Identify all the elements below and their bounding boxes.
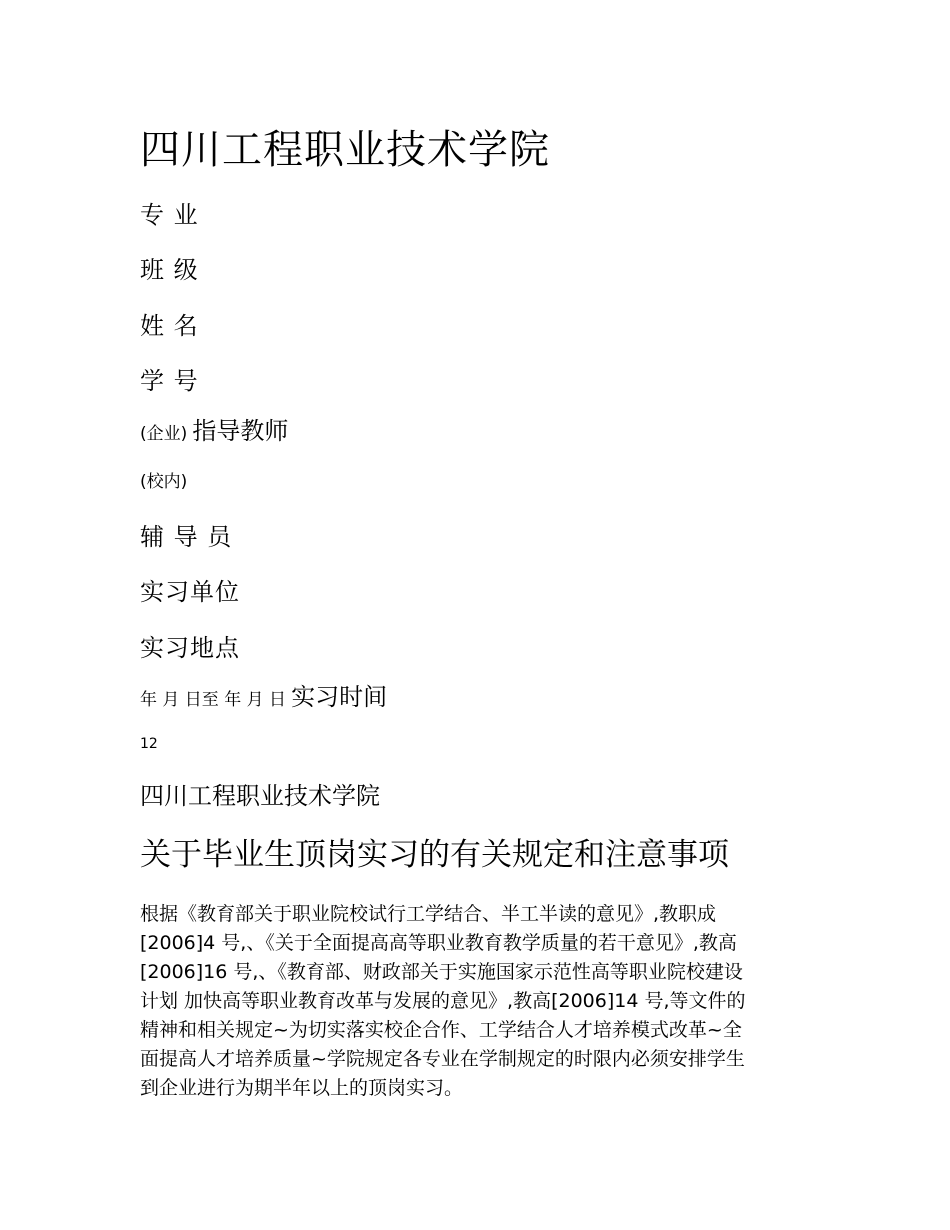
body-line: 计划 加快高等职业教育改革与发展的意见》,教高[2006]14 号,等文件的	[140, 990, 746, 1012]
body-line: 面提高人才培养质量~学院规定各专业在学制规定的时限内必须安排学生	[140, 1048, 745, 1070]
school-subtitle: 四川工程职业技术学院	[140, 782, 380, 810]
field-advisor-label: 指导教师	[192, 417, 289, 445]
document-page	[140, 0, 830, 1230]
field-intern-time-label: 实习时间	[291, 683, 388, 711]
body-line: 根据《教育部关于职业院校试行工学结合、半工半读的意见》,教职成	[140, 903, 717, 925]
body-line: [2006]4 号,、《关于全面提高高等职业教育教学质量的若干意见》,教高	[140, 932, 737, 954]
field-major-label: 专 业	[140, 201, 199, 229]
document-title: 关于毕业生顶岗实习的有关规定和注意事项	[140, 837, 729, 873]
field-counselor-label: 辅 导 员	[140, 523, 233, 551]
body-line: [2006]16 号,、《教育部、财政部关于实施国家示范性高等职业院校建设	[140, 961, 743, 983]
body-paragraph	[140, 900, 820, 1103]
field-name-label: 姓 名	[140, 312, 199, 340]
field-advisor-row	[140, 419, 288, 443]
school-title: 四川工程职业技术学院	[140, 127, 550, 173]
body-line: 到企业进行为期半年以上的顶岗实习。	[140, 1077, 464, 1099]
field-student-id-label: 学 号	[140, 367, 199, 395]
campus-prefix: (校内)	[140, 472, 188, 492]
page-number: 12	[140, 736, 158, 752]
field-intern-location-label: 实习地点	[140, 634, 240, 662]
date-range: 年 月 日至 年 月 日	[140, 690, 287, 710]
field-intern-time-row	[140, 685, 387, 709]
body-line: 精神和相关规定~为切实落实校企合作、工学结合人才培养模式改革~全	[140, 1019, 742, 1041]
enterprise-prefix: (企业)	[140, 424, 188, 444]
field-class-label: 班 级	[140, 256, 199, 284]
field-intern-unit-label: 实习单位	[140, 578, 240, 606]
